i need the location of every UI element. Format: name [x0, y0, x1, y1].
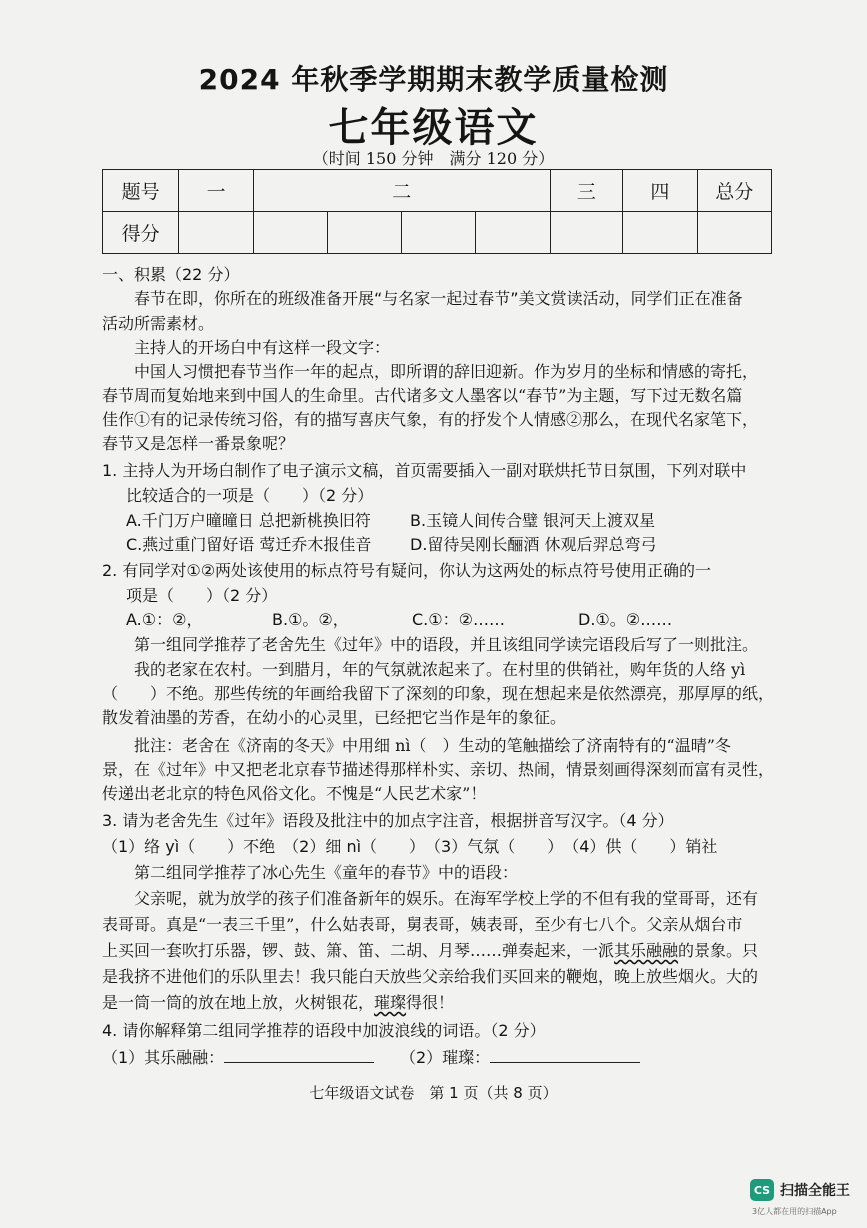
q2-stem-line1: 2. 有同学对①②两处该使用的标点符号有疑问，你认为这两处的标点符号使用正确的一	[102, 561, 712, 580]
q1-stem-line1: 1. 主持人为开场白制作了电子演示文稿，首页需要插入一副对联烘托节日氛围，下列对联中	[102, 461, 747, 480]
score-cell[interactable]	[179, 212, 253, 254]
group1-note-line1: 批注：老舍在《济南的冬天》中用细 nì（ ）生动的笔触描绘了济南特有的“温晴”冬	[134, 736, 731, 755]
scanner-name: 扫描全能王	[780, 1183, 850, 1199]
score-cell[interactable]	[623, 212, 697, 254]
q2-option-c[interactable]: C.①：②……	[412, 610, 505, 629]
group2-para-line5-b: 得很！	[406, 993, 455, 1012]
page-footer: 七年级语文试卷 第 1 页（共 8 页）	[309, 1084, 558, 1102]
group2-intro: 第二组同学推荐了冰心先生《童年的春节》中的语段：	[134, 863, 519, 882]
host-intro: 主持人的开场白中有这样一段文字：	[134, 338, 391, 357]
scanner-logo-icon: CS	[750, 1179, 774, 1201]
score-table	[102, 169, 772, 254]
q3-items[interactable]: （1）络 yì（ ）不绝 （2）细 nì（ ） （3）气氛（ ） （4）供（ ）销社	[102, 837, 718, 856]
q1-option-b[interactable]: B.玉镜人间传合璧 银河天上渡双星	[410, 511, 656, 530]
group2-para-line5-a: 是一筒一筒的放在地上放，火树银花，	[102, 993, 375, 1012]
host-para-line4: 春节又是怎样一番景象呢？	[102, 434, 295, 453]
group2-para-line2: 表哥哥。真是“一表三千里”，什么姑表哥，舅表哥，姨表哥，至少有七八个。父亲从烟台市	[102, 915, 743, 934]
score-cell[interactable]	[328, 212, 402, 254]
q1-option-a[interactable]: A.千门万户曈曈日 总把新桃换旧符	[126, 511, 371, 530]
group2-para-line3-b: 的景象。只	[678, 941, 759, 960]
section1-intro-line1: 春节在即，你所在的班级准备开展“与名家一起过春节”美文赏读活动，同学们正在准备	[134, 289, 743, 308]
q4-item2	[400, 1045, 640, 1068]
q3-stem: 3. 请为老舍先生《过年》语段及批注中的加点字注音，根据拼音写汉字。（4 分）	[102, 811, 674, 830]
subject-title: 七年级语文	[328, 104, 539, 151]
host-para-line1: 中国人习惯把春节当作一年的起点，即所谓的辞旧迎新。作为岁月的坐标和情感的寄托，	[134, 362, 759, 381]
score-table-header-row	[103, 170, 772, 212]
score-cell[interactable]	[550, 212, 622, 254]
group2-para-line4: 是我挤不进他们的乐队里去！我只能白天放些父亲给我们买回来的鞭炮，晚上放些烟火。大的	[102, 967, 759, 986]
wavy-word-qilerongrong: 其乐融融	[614, 941, 679, 960]
answer-blank-1[interactable]	[224, 1046, 374, 1063]
group1-note-line2: 景，在《过年》中又把老北京春节描述得那样朴实、亲切、热闹，情景刻画得深刻而富有灵性，	[102, 760, 775, 779]
header-cell-total: 总分	[697, 170, 771, 212]
header-cell-1: 一	[179, 170, 253, 212]
group2-para-line3	[102, 938, 758, 961]
group2-para-line5	[102, 990, 454, 1013]
group2-para-line3-a: 上买回一套吹打乐器，锣、鼓、箫、笛、二胡、月琴……弹奏起来，一派	[102, 941, 615, 960]
section1-heading: 一、积累（22 分）	[102, 265, 240, 284]
exam-info: （时间 150 分钟 满分 120 分）	[312, 149, 555, 168]
header-cell-4: 四	[623, 170, 697, 212]
header-cell-3: 三	[550, 170, 622, 212]
score-table-score-row	[103, 212, 772, 254]
q1-stem-line2: 比较适合的一项是（ ）（2 分）	[126, 486, 374, 505]
q4-stem: 4. 请你解释第二组同学推荐的语段中加波浪线的词语。（2 分）	[102, 1021, 546, 1040]
q2-option-d[interactable]: D.①。②……	[578, 610, 673, 629]
score-cell[interactable]	[253, 212, 327, 254]
score-cell[interactable]	[697, 212, 771, 254]
score-cell[interactable]	[476, 212, 550, 254]
wavy-word-cuican: 璀璨	[374, 993, 407, 1012]
group1-para-line3: 散发着油墨的芳香，在幼小的心灵里，已经把它当作是年的象征。	[102, 708, 567, 727]
score-cell-label: 得分	[103, 212, 179, 254]
q4-item2-label: （2）璀璨：	[400, 1048, 491, 1067]
header-cell-label: 题号	[103, 170, 179, 212]
scanner-tagline: 3亿人都在用的扫描App	[752, 1207, 837, 1216]
q2-stem-line2: 项是（ ）（2 分）	[126, 586, 278, 605]
host-para-line2: 春节周而复始地来到中国人的生命里。古代诸多文人墨客以“春节”为主题，写下过无数名篇	[102, 386, 743, 405]
q4-item1	[102, 1045, 374, 1068]
section1-intro-line2: 活动所需素材。	[102, 314, 215, 333]
q1-option-d[interactable]: D.留待吴刚长酾酒 休观后羿总弯弓	[410, 535, 657, 554]
host-para-line3: 佳作①有的记录传统习俗，有的描写喜庆气象，有的抒发个人情感②那么，在现代名家笔下，	[102, 410, 759, 429]
group2-para-line1: 父亲呢，就为放学的孩子们准备新年的娱乐。在海军学校上学的不但有我的堂哥哥，还有	[134, 889, 759, 908]
score-cell[interactable]	[402, 212, 476, 254]
exam-title: 2024 年秋季学期期末教学质量检测	[198, 63, 669, 96]
header-cell-2: 二	[253, 170, 550, 212]
group1-note-line3: 传递出老北京的特色风俗文化。不愧是“人民艺术家”！	[102, 784, 487, 803]
group1-intro: 第一组同学推荐了老舍先生《过年》中的语段，并且该组同学读完语段后写了一则批注。	[134, 635, 759, 654]
group1-para-line2: （ ）不绝。那些传统的年画给我留下了深刻的印象，现在想起来是依然漂亮，那厚厚的纸，	[102, 684, 775, 703]
group1-para-line1: 我的老家在农村。一到腊月，年的气氛就浓起来了。在村里的供销社，购年货的人络 yì	[134, 660, 746, 679]
scanner-watermark	[750, 1178, 850, 1202]
q4-item1-label: （1）其乐融融：	[102, 1048, 225, 1067]
answer-blank-2[interactable]	[490, 1046, 640, 1063]
q1-option-c[interactable]: C.燕过重门留好语 莺迁乔木报佳音	[126, 535, 372, 554]
q2-option-a[interactable]: A.①：②，	[126, 610, 203, 629]
q2-option-b[interactable]: B.①。②，	[272, 610, 349, 629]
